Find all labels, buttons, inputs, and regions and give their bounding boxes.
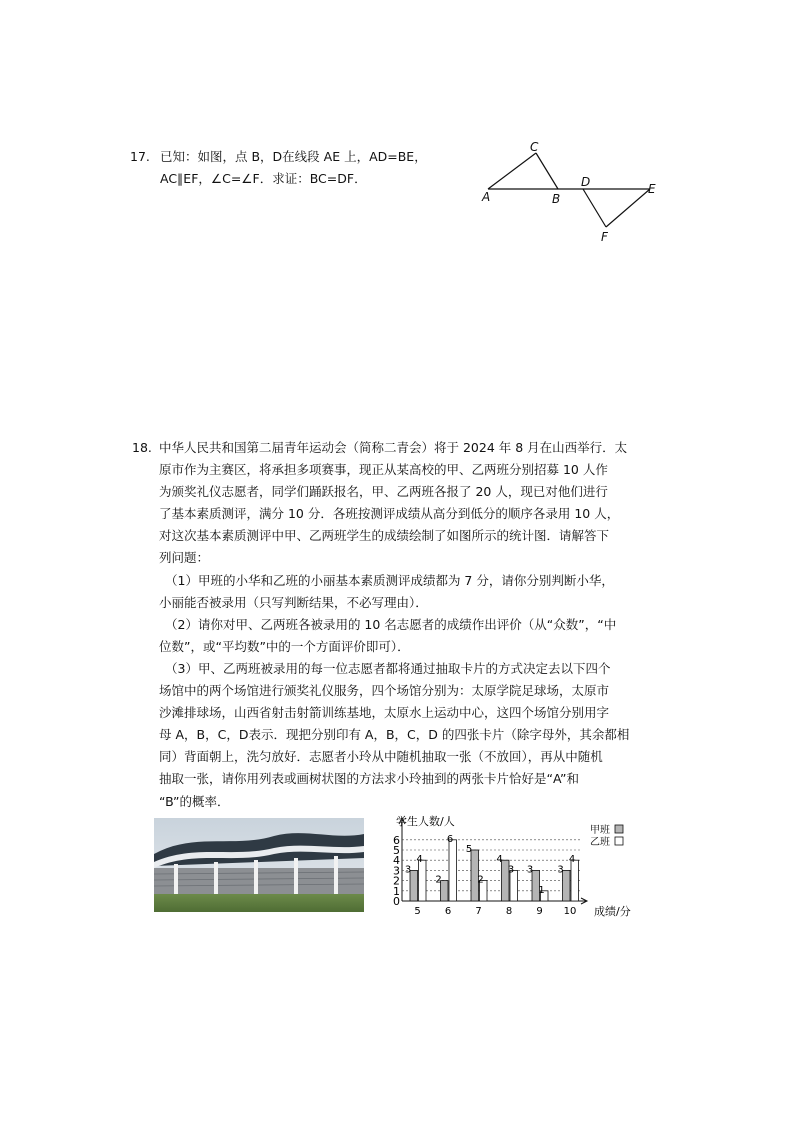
question-17 bbox=[130, 146, 464, 190]
question-18-line-6: 列问题： bbox=[159, 550, 210, 566]
legend-swatch-jia bbox=[615, 825, 623, 833]
data-label: 2 bbox=[477, 874, 484, 886]
y-tick-label: 0 bbox=[393, 895, 400, 908]
x-tick-label: 10 bbox=[563, 906, 577, 917]
question-18-line-1: 中华人民共和国第二届青年运动会（简称二青会）将于 2024 年 8 月在山西举行．太 bbox=[159, 440, 628, 455]
question-18-number: 18. bbox=[132, 440, 152, 455]
data-label: 3 bbox=[507, 864, 515, 876]
x-tick-label: 6 bbox=[444, 906, 452, 917]
score-bar-chart bbox=[376, 812, 656, 924]
part-3-line-6: 抽取一张，请你用列表或画树状图的方法求小玲抽到的两张卡片恰好是“A”和 bbox=[159, 771, 579, 787]
part-2-line-2: 位数”，或“平均数”中的一个方面评价即可）． bbox=[159, 638, 410, 654]
point-label-b: B bbox=[552, 192, 561, 206]
legend-label-jia: 甲班 bbox=[590, 825, 610, 836]
data-label: 4 bbox=[568, 854, 576, 866]
question-17-number: 17. bbox=[130, 149, 150, 164]
legend-label-yi: 乙班 bbox=[590, 837, 610, 848]
data-label: 3 bbox=[526, 864, 534, 876]
point-label-f: F bbox=[601, 230, 608, 244]
point-label-e: E bbox=[648, 182, 656, 196]
point-label-d: D bbox=[581, 175, 591, 189]
part-3-line-4: 母 A，B，C，D表示．现把分别印有 A，B，C，D 的四张卡片（除字母外，其余都相 bbox=[159, 727, 630, 743]
part-1-line-2: 小丽能否被录用（只写判断结果，不必写理由）． bbox=[159, 594, 428, 610]
y-tick-label: 6 bbox=[393, 833, 400, 847]
question-17-line-1: 已知：如图，点 B，D在线段 AE 上，AD=BE， bbox=[160, 149, 427, 164]
part-2-line-1: （2）请你对甲、乙两班各被录用的 10 名志愿者的成绩作出评价（从“众数”，“中 bbox=[165, 616, 617, 632]
bar-yi bbox=[449, 840, 457, 901]
data-label: 3 bbox=[557, 864, 564, 876]
data-label: 1 bbox=[538, 884, 545, 896]
y-tick-label: 5 bbox=[393, 844, 400, 857]
point-label-a: A bbox=[482, 190, 491, 204]
bar-yi bbox=[571, 860, 579, 901]
x-tick-label: 5 bbox=[414, 906, 421, 917]
question-18-line-2: 原市作为主赛区，将承担多项赛事，现正从某高校的甲、乙两班分别招募 10 人作 bbox=[159, 462, 608, 478]
data-label: 6 bbox=[446, 833, 454, 845]
y-axis-label: 学生人数/人 bbox=[396, 815, 455, 828]
question-17-line-2: AC∥EF，∠C=∠F．求证：BC=DF． bbox=[160, 171, 367, 186]
y-tick-label: 1 bbox=[393, 884, 400, 898]
data-label: 4 bbox=[496, 854, 503, 866]
part-3-line-5: 同）背面朝上，洗匀放好．志愿者小玲从中随机抽取一张（不放回），再从中随机 bbox=[159, 749, 603, 765]
point-label-c: C bbox=[530, 140, 539, 154]
legend-swatch-yi bbox=[615, 837, 623, 845]
x-tick-label: 9 bbox=[536, 906, 543, 917]
part-1-line-1: （1）甲班的小华和乙班的小丽基本素质测评成绩都为 7 分，请你分别判断小华， bbox=[165, 572, 614, 588]
y-tick-label: 2 bbox=[393, 874, 400, 888]
x-tick-label: 8 bbox=[505, 906, 513, 917]
x-axis-label: 成绩/分 bbox=[594, 905, 631, 918]
question-18-line-5: 对这次基本素质测评中甲、乙两班学生的成绩绘制了如图所示的统计图．请解答下 bbox=[159, 528, 610, 544]
part-3-line-1: （3）甲、乙两班被录用的每一位志愿者都将通过抽取卡片的方式决定去以下四个 bbox=[165, 660, 611, 676]
question-18-line-4: 了基本素质测评，满分 10 分．各班按测评成绩从高分到低分的顺序各录用 10 人， bbox=[159, 506, 620, 522]
x-tick-label: 7 bbox=[475, 906, 482, 917]
data-label: 4 bbox=[416, 854, 423, 866]
part-3-line-3: 沙滩排球场，山西省射击射箭训练基地，太原水上运动中心，这四个场馆分别用字 bbox=[159, 705, 610, 721]
question-18-line-3: 为颁奖礼仪志愿者，同学们踊跃报名，甲、乙两班各报了 20 人，现已对他们进行 bbox=[159, 484, 608, 500]
data-label: 5 bbox=[465, 844, 473, 855]
stadium-photo bbox=[154, 818, 364, 912]
data-label: 3 bbox=[404, 864, 412, 876]
legend bbox=[590, 823, 623, 848]
question-18 bbox=[132, 437, 677, 813]
bar-yi bbox=[419, 860, 427, 901]
y-tick-label: 3 bbox=[393, 864, 400, 878]
part-3-line-7: “B”的概率． bbox=[159, 793, 230, 809]
geometry-figure bbox=[478, 136, 668, 248]
data-label: 2 bbox=[435, 874, 442, 886]
part-3-line-2: 场馆中的两个场馆进行颁奖礼仪服务，四个场馆分别为：太原学院足球场，太原市 bbox=[159, 683, 610, 699]
y-tick-label: 4 bbox=[393, 854, 400, 868]
